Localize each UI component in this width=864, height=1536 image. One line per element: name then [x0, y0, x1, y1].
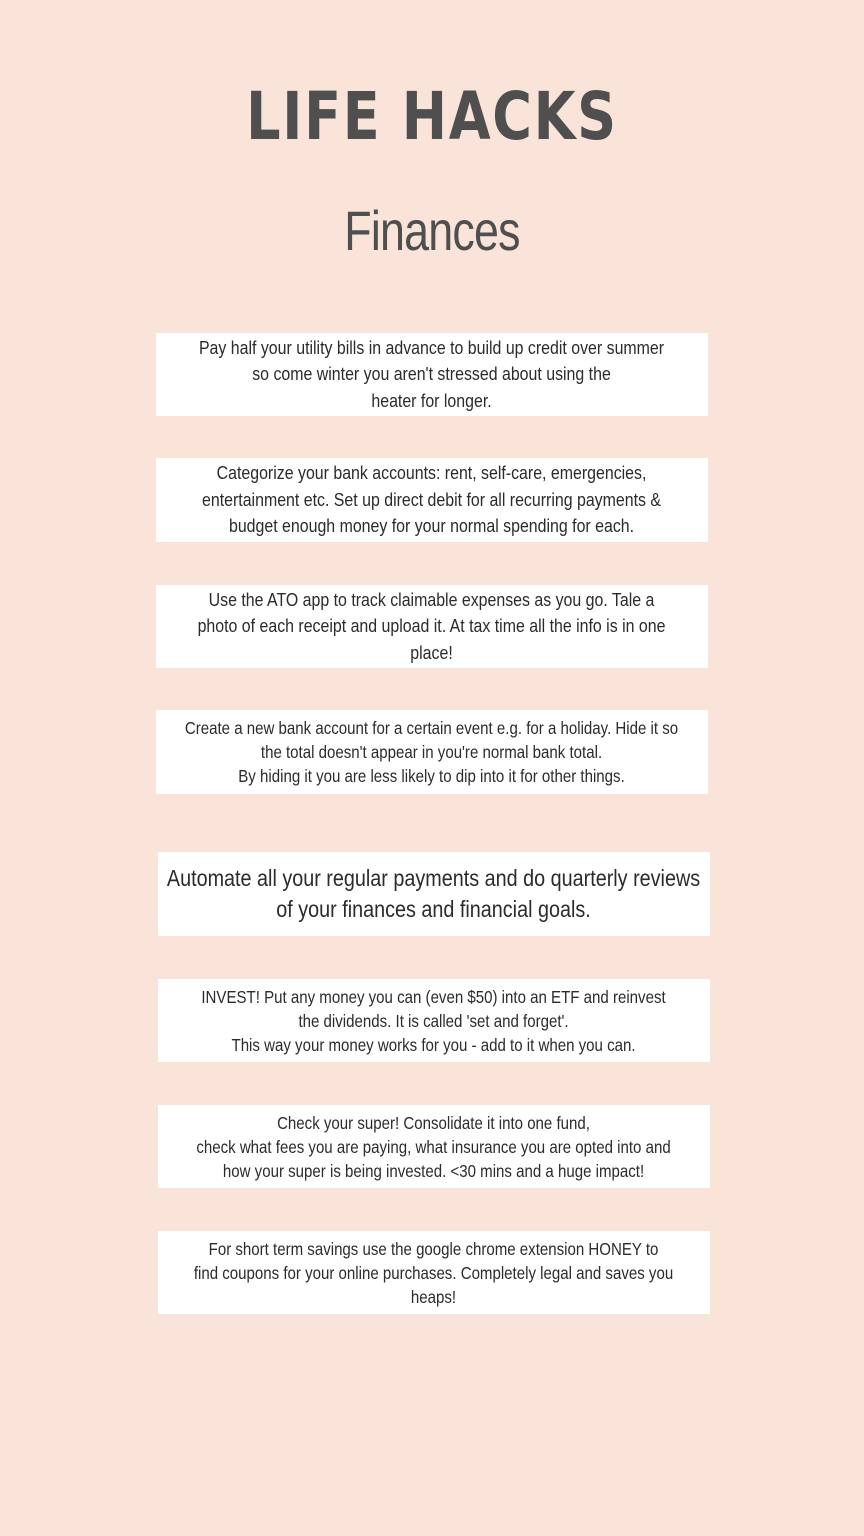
tip-text: Automate all your regular payments and do quarterly reviews of your finances and financial goals.: [167, 865, 701, 922]
tip-text: Check your super! Consolidate it into one fund, check what fees you are paying, what insurance you are opted into and how your super is being invested. <30 mins and a huge impact!: [196, 1112, 672, 1181]
page-title: LIFE HACKS: [246, 78, 618, 155]
tip-card-hidden-account: [156, 710, 708, 794]
tip-card-bank-accounts: [156, 458, 708, 542]
tip-card-super: [158, 1105, 710, 1188]
tip-card-honey: [158, 1231, 710, 1314]
tip-text: For short term savings use the google chrome extension HONEY to find coupons for your online purchases. Completely legal and saves you heaps!: [194, 1238, 674, 1307]
tip-text: Pay half your utility bills in advance to build up credit over summer so come winter you aren't stressed about using the heater for longer.: [199, 336, 665, 411]
tip-card-ato-app: [156, 585, 708, 668]
tip-text: INVEST! Put any money you can (even $50) into an ETF and reinvest the dividends. It is called 'set and forget'. This way your money works for you - add to it when you can.: [201, 986, 667, 1055]
page-subtitle: Finances: [344, 199, 520, 262]
tip-text: Create a new bank account for a certain event e.g. for a holiday. Hide it so the total doesn't appear in you're normal bank total. By hiding it you are less likely to dip into it for other things.: [185, 718, 679, 786]
tip-card-automate-payments: [158, 852, 710, 936]
tip-card-invest: [158, 979, 710, 1062]
tip-text: Categorize your bank accounts: rent, self-care, emergencies, entertainment etc. Set up direct debit for all recurring payments & budget enough money for your normal spending for each.: [202, 462, 662, 537]
tip-card-utility-bills: [156, 333, 708, 416]
tip-text: Use the ATO app to track claimable expenses as you go. Tale a photo of each receipt and upload it. At tax time all the info is in one place!: [198, 588, 666, 663]
